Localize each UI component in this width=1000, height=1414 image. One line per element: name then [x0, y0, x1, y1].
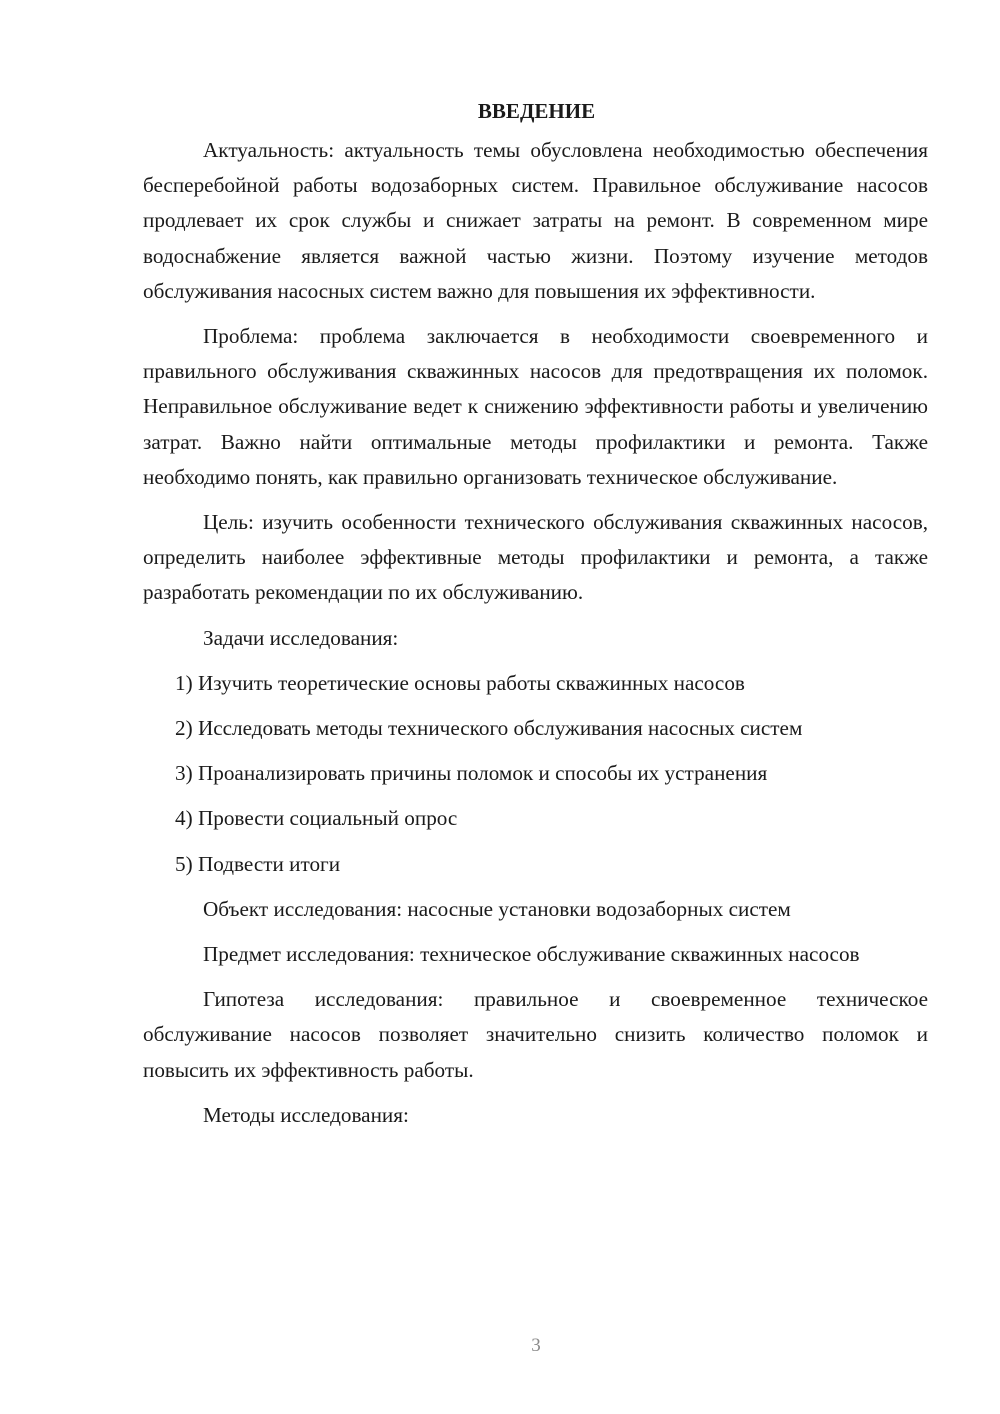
page-title: ВВЕДЕНИЕ — [477, 99, 596, 123]
hypothesis-paragraph: Гипотеза исследования: правильное и своевременное техническое обслуживание насосов позволяет значительно снизить количество поломок и повысить их эффективность работы. — [143, 987, 928, 1082]
task-item: 3) Проанализировать причины поломок и способы их устранения — [175, 761, 768, 786]
tasks-list — [143, 666, 928, 882]
goal-paragraph: Цель: изучить особенности технического обслуживания скважинных насосов, определить наиболее эффективные методы профилактики и ремонта, а также разработать рекомендации по их обслуживанию. — [143, 510, 928, 605]
relevance-paragraph: Актуальность: актуальность темы обусловлена необходимостью обеспечения бесперебойной работы водозаборных систем. Правильное обслуживание насосов продлевает их срок службы и снижает затраты на ремонт. В современном мире водоснабжение является важной частью жизни. Поэтому изучение методов обслуживания насосных систем важно для повышения их эффективности. — [143, 138, 928, 303]
task-item: 5) Подвести итоги — [175, 851, 341, 876]
object-paragraph: Объект исследования: насосные установки водозаборных систем — [203, 896, 791, 921]
task-item: 2) Исследовать методы технического обслуживания насосных систем — [175, 716, 803, 741]
methods-heading: Методы исследования: — [203, 1102, 409, 1127]
problem-paragraph: Проблема: проблема заключается в необходимости своевременного и правильного обслуживания скважинных насосов для предотвращения их поломок. Неправильное обслуживание ведет к снижению эффективности работы и увеличению затрат. Важно найти оптимальные методы профилактики и ремонта. Также необходимо понять, как правильно организовать техническое обслуживание. — [143, 324, 928, 489]
task-item: 4) Провести социальный опрос — [175, 806, 458, 831]
subject-paragraph: Предмет исследования: техническое обслуживание скважинных насосов — [203, 942, 860, 967]
page-number: 3 — [531, 1335, 541, 1356]
tasks-heading: Задачи исследования: — [203, 625, 399, 650]
task-item: 1) Изучить теоретические основы работы скважинных насосов — [175, 670, 745, 695]
page-content — [143, 97, 928, 1143]
